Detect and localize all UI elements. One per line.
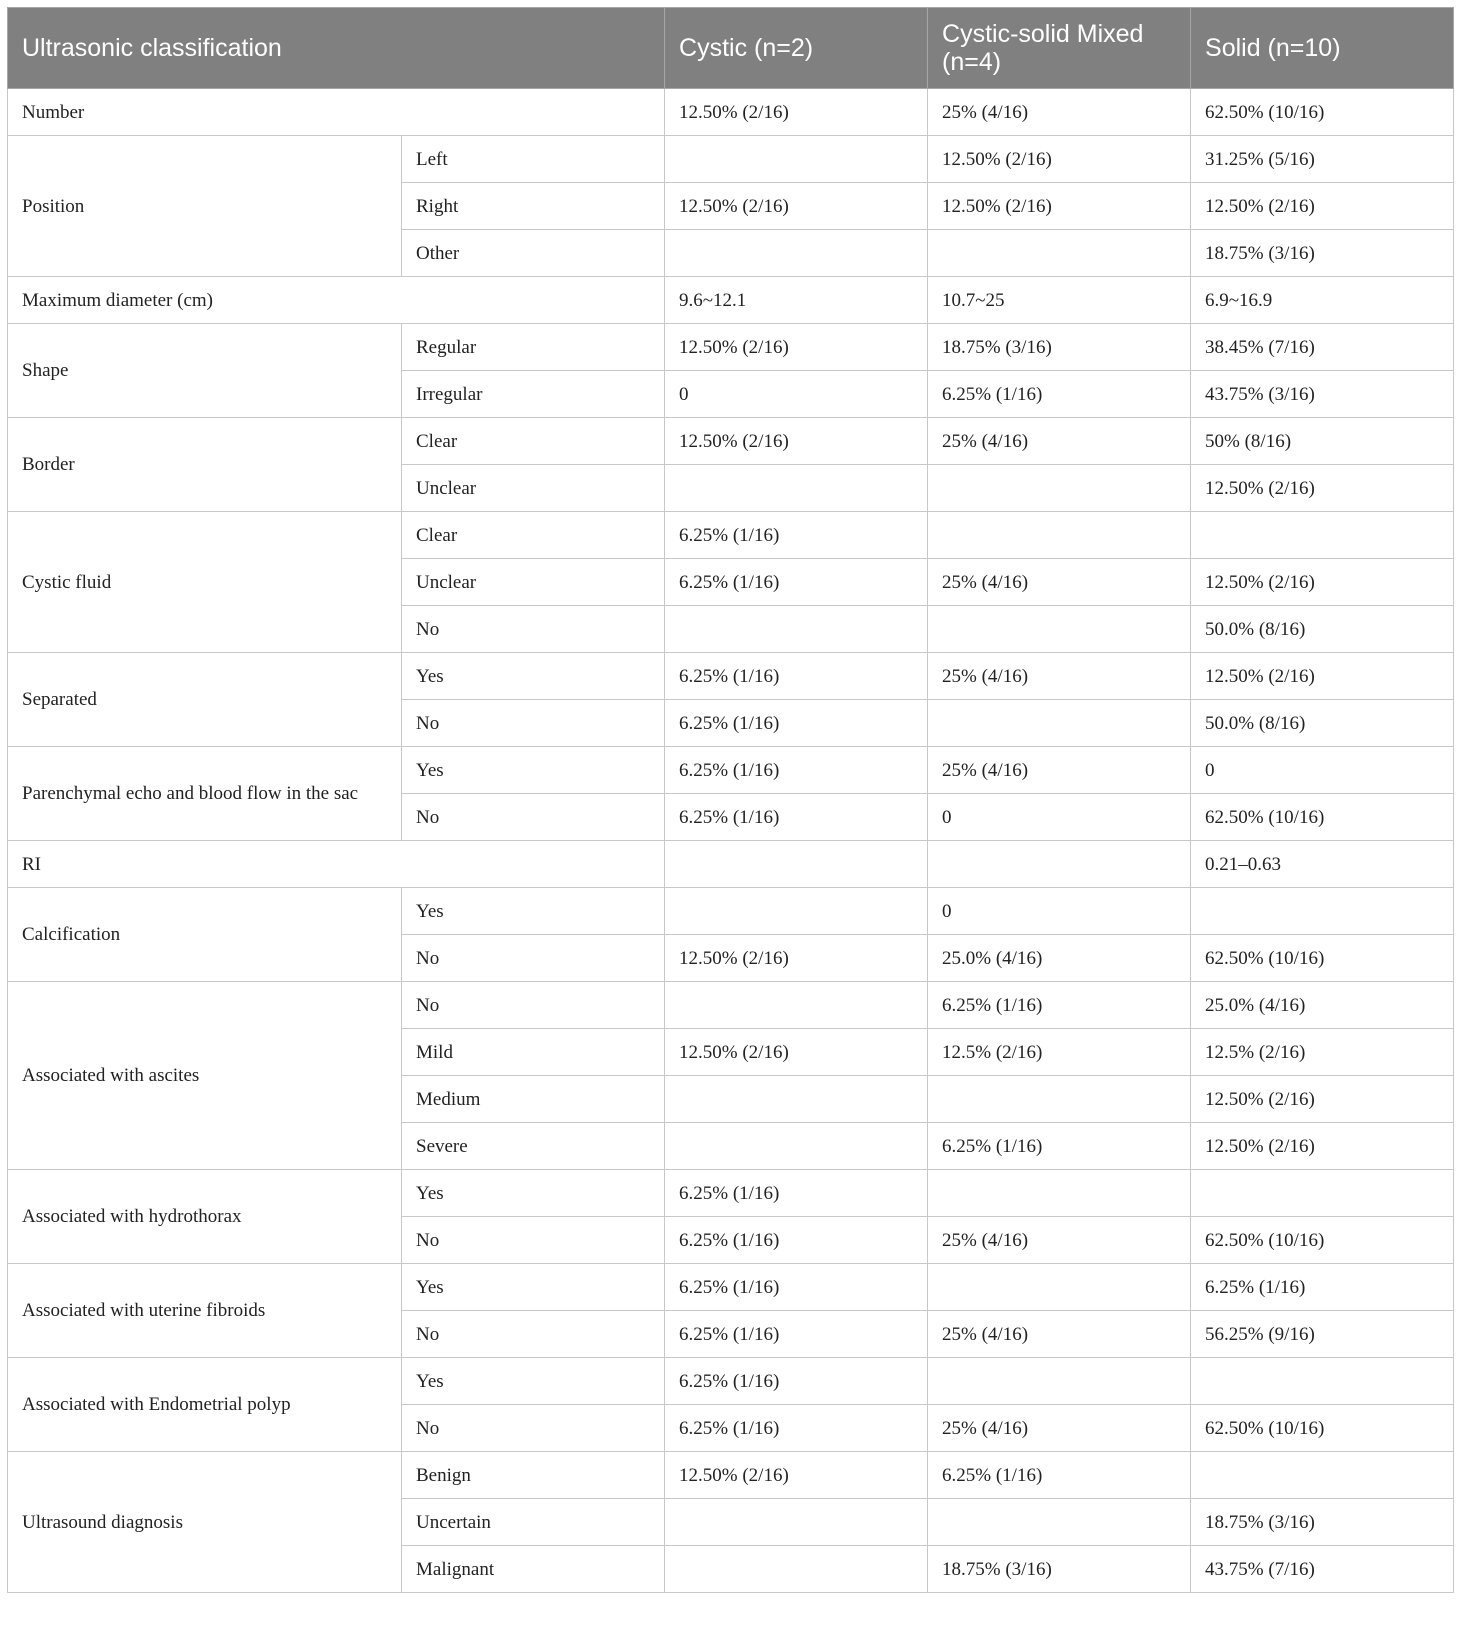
row-sublabel: Yes	[402, 1264, 665, 1311]
row-label: Associated with uterine fibroids	[8, 1264, 402, 1358]
cell-mixed	[928, 1076, 1191, 1123]
cell-cystic: 6.25% (1/16)	[665, 747, 928, 794]
row-sublabel: Mild	[402, 1029, 665, 1076]
row-sublabel: No	[402, 935, 665, 982]
row-sublabel: Malignant	[402, 1546, 665, 1593]
row-sublabel: Yes	[402, 653, 665, 700]
table-row	[8, 747, 1454, 794]
cell-cystic: 6.25% (1/16)	[665, 1170, 928, 1217]
cell-mixed: 0	[928, 888, 1191, 935]
cell-cystic: 12.50% (2/16)	[665, 1452, 928, 1499]
cell-solid: 56.25% (9/16)	[1191, 1311, 1454, 1358]
cell-solid	[1191, 512, 1454, 559]
row-sublabel: No	[402, 700, 665, 747]
cell-mixed: 25.0% (4/16)	[928, 935, 1191, 982]
row-sublabel: No	[402, 982, 665, 1029]
row-label: Associated with hydrothorax	[8, 1170, 402, 1264]
cell-solid: 0.21–0.63	[1191, 841, 1454, 888]
cell-solid: 38.45% (7/16)	[1191, 324, 1454, 371]
row-sublabel: No	[402, 794, 665, 841]
header-classification: Ultrasonic classification	[8, 8, 665, 89]
cell-cystic: 12.50% (2/16)	[665, 183, 928, 230]
row-label: Separated	[8, 653, 402, 747]
table-row	[8, 888, 1454, 935]
row-sublabel: No	[402, 1217, 665, 1264]
cell-cystic: 12.50% (2/16)	[665, 324, 928, 371]
cell-solid: 12.50% (2/16)	[1191, 465, 1454, 512]
cell-solid	[1191, 1452, 1454, 1499]
table-row	[8, 1170, 1454, 1217]
table-row	[8, 1452, 1454, 1499]
cell-cystic	[665, 230, 928, 277]
cell-solid: 12.50% (2/16)	[1191, 559, 1454, 606]
table-row	[8, 277, 1454, 324]
row-label: Number	[8, 89, 665, 136]
cell-solid: 50% (8/16)	[1191, 418, 1454, 465]
cell-cystic	[665, 465, 928, 512]
cell-solid: 25.0% (4/16)	[1191, 982, 1454, 1029]
cell-cystic: 12.50% (2/16)	[665, 935, 928, 982]
row-sublabel: Other	[402, 230, 665, 277]
cell-mixed: 6.25% (1/16)	[928, 371, 1191, 418]
cell-solid: 62.50% (10/16)	[1191, 1217, 1454, 1264]
row-label: Associated with Endometrial polyp	[8, 1358, 402, 1452]
cell-cystic: 0	[665, 371, 928, 418]
row-label: Border	[8, 418, 402, 512]
cell-cystic: 6.25% (1/16)	[665, 1217, 928, 1264]
row-label: RI	[8, 841, 665, 888]
table-row	[8, 136, 1454, 183]
row-sublabel: Clear	[402, 418, 665, 465]
row-sublabel: No	[402, 606, 665, 653]
cell-mixed	[928, 230, 1191, 277]
cell-cystic: 6.25% (1/16)	[665, 1264, 928, 1311]
row-sublabel: Right	[402, 183, 665, 230]
cell-mixed: 18.75% (3/16)	[928, 324, 1191, 371]
row-sublabel: Severe	[402, 1123, 665, 1170]
cell-mixed: 18.75% (3/16)	[928, 1546, 1191, 1593]
cell-cystic: 6.25% (1/16)	[665, 512, 928, 559]
table-row	[8, 1358, 1454, 1405]
cell-mixed: 25% (4/16)	[928, 559, 1191, 606]
cell-mixed: 10.7~25	[928, 277, 1191, 324]
row-label: Associated with ascites	[8, 982, 402, 1170]
table-row	[8, 89, 1454, 136]
row-label: Shape	[8, 324, 402, 418]
row-sublabel: Unclear	[402, 465, 665, 512]
cell-solid: 62.50% (10/16)	[1191, 1405, 1454, 1452]
cell-cystic	[665, 1499, 928, 1546]
row-sublabel: Clear	[402, 512, 665, 559]
cell-cystic: 6.25% (1/16)	[665, 653, 928, 700]
header-cystic: Cystic (n=2)	[665, 8, 928, 89]
cell-mixed: 25% (4/16)	[928, 653, 1191, 700]
table-row	[8, 1264, 1454, 1311]
cell-mixed	[928, 841, 1191, 888]
cell-mixed: 25% (4/16)	[928, 747, 1191, 794]
table-body	[8, 89, 1454, 1593]
row-label: Ultrasound diagnosis	[8, 1452, 402, 1593]
cell-solid: 62.50% (10/16)	[1191, 89, 1454, 136]
cell-solid	[1191, 888, 1454, 935]
cell-cystic: 12.50% (2/16)	[665, 418, 928, 465]
cell-cystic: 12.50% (2/16)	[665, 1029, 928, 1076]
cell-cystic	[665, 136, 928, 183]
row-sublabel: No	[402, 1311, 665, 1358]
cell-cystic: 6.25% (1/16)	[665, 700, 928, 747]
cell-cystic: 6.25% (1/16)	[665, 794, 928, 841]
row-label: Position	[8, 136, 402, 277]
cell-cystic	[665, 982, 928, 1029]
cell-mixed: 12.5% (2/16)	[928, 1029, 1191, 1076]
cell-solid	[1191, 1170, 1454, 1217]
cell-mixed: 6.25% (1/16)	[928, 982, 1191, 1029]
cell-mixed: 0	[928, 794, 1191, 841]
cell-cystic: 12.50% (2/16)	[665, 89, 928, 136]
cell-solid: 0	[1191, 747, 1454, 794]
table-row	[8, 982, 1454, 1029]
row-sublabel: Unclear	[402, 559, 665, 606]
row-sublabel: Irregular	[402, 371, 665, 418]
cell-solid: 18.75% (3/16)	[1191, 230, 1454, 277]
row-sublabel: Yes	[402, 888, 665, 935]
cell-cystic	[665, 841, 928, 888]
row-sublabel: Benign	[402, 1452, 665, 1499]
cell-cystic	[665, 606, 928, 653]
row-sublabel: Yes	[402, 1170, 665, 1217]
cell-mixed	[928, 1264, 1191, 1311]
cell-cystic: 6.25% (1/16)	[665, 1358, 928, 1405]
header-row	[8, 8, 1454, 89]
cell-solid: 12.5% (2/16)	[1191, 1029, 1454, 1076]
cell-mixed: 6.25% (1/16)	[928, 1452, 1191, 1499]
cell-mixed: 12.50% (2/16)	[928, 183, 1191, 230]
cell-solid: 31.25% (5/16)	[1191, 136, 1454, 183]
cell-cystic: 6.25% (1/16)	[665, 559, 928, 606]
cell-mixed: 25% (4/16)	[928, 1311, 1191, 1358]
cell-mixed	[928, 606, 1191, 653]
row-label: Cystic fluid	[8, 512, 402, 653]
table-row	[8, 418, 1454, 465]
cell-cystic	[665, 888, 928, 935]
cell-cystic: 6.25% (1/16)	[665, 1405, 928, 1452]
cell-mixed	[928, 1358, 1191, 1405]
row-label: Calcification	[8, 888, 402, 982]
cell-cystic: 6.25% (1/16)	[665, 1311, 928, 1358]
cell-cystic	[665, 1123, 928, 1170]
cell-solid: 18.75% (3/16)	[1191, 1499, 1454, 1546]
row-sublabel: Uncertain	[402, 1499, 665, 1546]
row-label: Maximum diameter (cm)	[8, 277, 665, 324]
row-sublabel: Regular	[402, 324, 665, 371]
cell-solid: 12.50% (2/16)	[1191, 1123, 1454, 1170]
cell-solid: 62.50% (10/16)	[1191, 935, 1454, 982]
cell-mixed: 25% (4/16)	[928, 1405, 1191, 1452]
cell-cystic	[665, 1076, 928, 1123]
cell-solid: 12.50% (2/16)	[1191, 1076, 1454, 1123]
cell-solid: 43.75% (3/16)	[1191, 371, 1454, 418]
cell-solid: 62.50% (10/16)	[1191, 794, 1454, 841]
row-sublabel: Left	[402, 136, 665, 183]
cell-mixed	[928, 465, 1191, 512]
cell-mixed	[928, 512, 1191, 559]
table-row	[8, 324, 1454, 371]
cell-solid: 50.0% (8/16)	[1191, 700, 1454, 747]
cell-mixed: 25% (4/16)	[928, 1217, 1191, 1264]
cell-mixed	[928, 1170, 1191, 1217]
cell-solid: 12.50% (2/16)	[1191, 183, 1454, 230]
row-sublabel: Yes	[402, 747, 665, 794]
cell-solid: 6.9~16.9	[1191, 277, 1454, 324]
cell-mixed	[928, 700, 1191, 747]
cell-mixed	[928, 1499, 1191, 1546]
row-sublabel: No	[402, 1405, 665, 1452]
table-row	[8, 512, 1454, 559]
cell-mixed: 25% (4/16)	[928, 418, 1191, 465]
row-sublabel: Yes	[402, 1358, 665, 1405]
table-row	[8, 653, 1454, 700]
cell-cystic: 9.6~12.1	[665, 277, 928, 324]
cell-mixed: 6.25% (1/16)	[928, 1123, 1191, 1170]
cell-cystic	[665, 1546, 928, 1593]
cell-solid: 43.75% (7/16)	[1191, 1546, 1454, 1593]
cell-solid	[1191, 1358, 1454, 1405]
cell-solid: 6.25% (1/16)	[1191, 1264, 1454, 1311]
header-cystic-solid-mixed: Cystic-solid Mixed (n=4)	[928, 8, 1191, 89]
table-row	[8, 841, 1454, 888]
cell-mixed: 12.50% (2/16)	[928, 136, 1191, 183]
header-solid: Solid (n=10)	[1191, 8, 1454, 89]
classification-table	[7, 7, 1454, 1593]
cell-solid: 50.0% (8/16)	[1191, 606, 1454, 653]
row-sublabel: Medium	[402, 1076, 665, 1123]
cell-mixed: 25% (4/16)	[928, 89, 1191, 136]
cell-solid: 12.50% (2/16)	[1191, 653, 1454, 700]
row-label: Parenchymal echo and blood flow in the sac	[8, 747, 402, 841]
